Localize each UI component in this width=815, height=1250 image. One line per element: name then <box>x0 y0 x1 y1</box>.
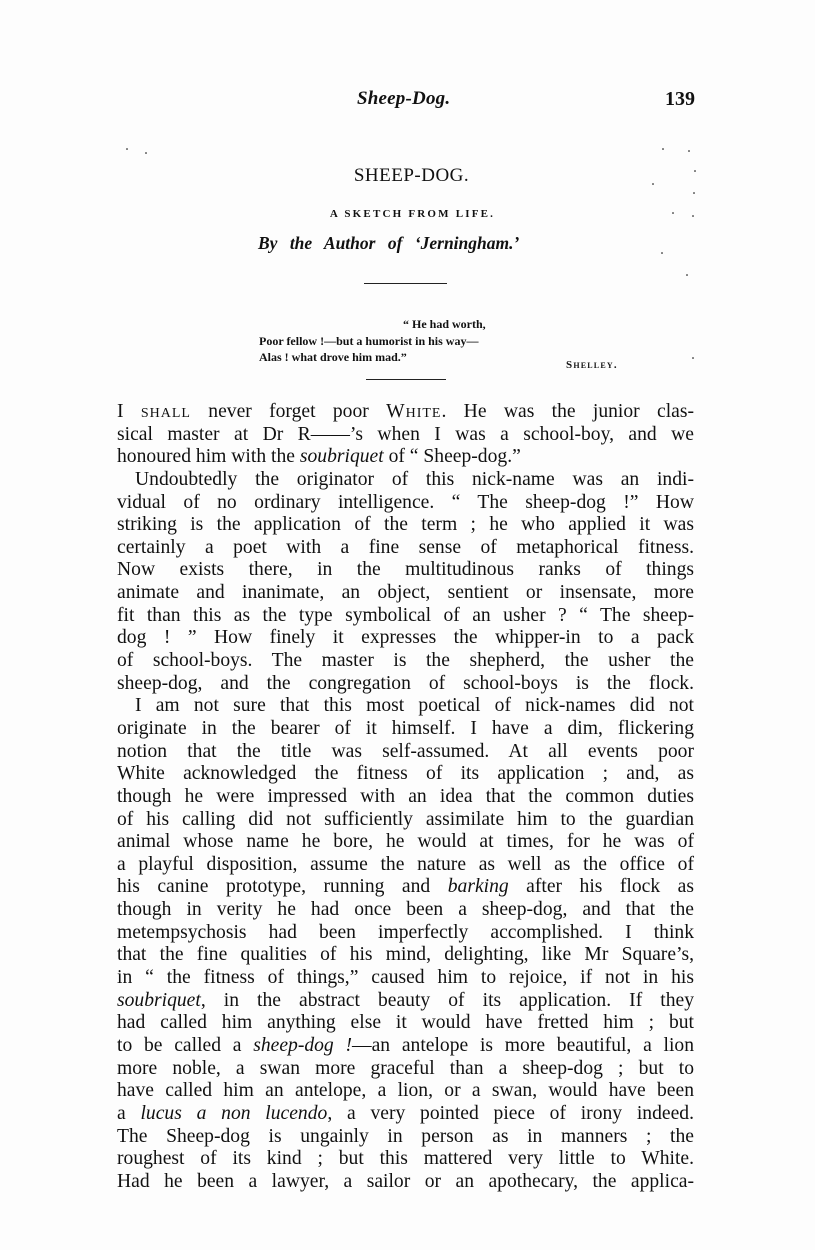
body-line: though he were impressed with an idea that the common duties <box>117 785 694 807</box>
body-line: fit than this as the type symbolical of an usher ? “ The sheep- <box>117 604 694 626</box>
body-line: striking is the application of the term ; he who applied it was <box>117 514 694 536</box>
small-caps-run: White <box>386 401 442 422</box>
italic-run: soubriquet <box>117 989 201 1011</box>
scan-speck <box>662 148 664 150</box>
body-line: roughest of its kind ; but this mattered very little to White. <box>117 1148 694 1170</box>
body-line: animal whose name he bore, he would at times, for he was of <box>117 831 694 853</box>
italic-run: sheep-dog ! <box>253 1034 353 1056</box>
scan-speck <box>688 150 690 152</box>
text-run: , in the abstract beauty of its application. If they <box>200 989 694 1011</box>
text-run: his canine prototype, running and <box>117 876 448 898</box>
body-line: Had he been a lawyer, a sailor or an apothecary, the applica- <box>117 1170 694 1192</box>
scan-speck <box>126 148 128 150</box>
body-line: sical master at Dr R——’s when I was a school-boy, and we <box>117 423 694 445</box>
italic-run: barking <box>447 876 509 898</box>
text-run: to be called a <box>117 1034 254 1056</box>
epigraph-line: Alas ! what drove him mad.” <box>259 350 407 364</box>
body-line: notion that the title was self-assumed. At all events poor <box>117 740 694 762</box>
scan-speck <box>652 183 654 185</box>
text-run: —an antelope is more beautiful, a lion <box>352 1034 695 1056</box>
body-line: sheep-dog, and the congregation of school-boys is the flock. <box>117 672 694 694</box>
body-text <box>117 401 694 1193</box>
body-line: a playful disposition, assume the nature as well as the office of <box>117 853 694 875</box>
body-line: White acknowledged the fitness of its application ; and, as <box>117 763 694 785</box>
body-line: Undoubtedly the originator of this nick-name was an indi- <box>135 468 694 490</box>
scan-speck <box>694 170 696 172</box>
scan-speck <box>672 212 674 214</box>
divider-rule-bottom <box>366 379 446 380</box>
text-run: after his flock as <box>508 876 694 898</box>
body-line <box>117 1103 694 1126</box>
text-run: of “ Sheep-dog.” <box>383 446 521 468</box>
epigraph-attribution: Shelley. <box>566 359 618 371</box>
epigraph <box>259 316 486 366</box>
body-line <box>117 1035 694 1058</box>
article-byline: By the Author of ‘Jerningham.’ <box>258 233 520 253</box>
scan-speck <box>145 152 147 154</box>
body-line <box>117 446 694 469</box>
scan-speck <box>692 357 694 359</box>
text-run: a <box>117 1102 141 1124</box>
body-line: animate and inanimate, an object, sentient or insensate, more <box>117 582 694 604</box>
body-line: certainly a poet with a fine sense of metaphorical fitness. <box>117 536 694 558</box>
divider-rule-top <box>364 283 447 284</box>
body-line: of school-boys. The master is the shepherd, the usher the <box>117 650 694 672</box>
scan-speck <box>686 274 688 276</box>
body-line: of his calling did not sufficiently assimilate him to the guardian <box>117 808 694 830</box>
text-run: honoured him with the <box>117 446 300 468</box>
body-line: though in verity he had once been a sheep-dog, and that the <box>117 899 694 921</box>
body-line: originate in the bearer of it himself. I have a dim, flickering <box>117 717 694 739</box>
small-caps-run: shall <box>140 401 191 422</box>
article-title: SHEEP-DOG. <box>353 165 470 186</box>
body-line: Now exists there, in the multitudinous ranks of things <box>117 559 694 581</box>
body-line: in “ the fitness of things,” caused him to rejoice, if not in his <box>117 967 694 989</box>
body-line: have called him an antelope, a lion, or a swan, would have been <box>117 1080 694 1102</box>
text-run: never forget poor <box>190 401 387 422</box>
text-run: I <box>117 401 141 422</box>
body-line: The Sheep-dog is ungainly in person as in manners ; the <box>117 1125 694 1147</box>
epigraph-line: Poor fellow !—but a humorist in his way— <box>259 333 479 348</box>
body-line: metempsychosis had been imperfectly accomplished. I think <box>117 921 694 943</box>
italic-run: lucus a non lucendo <box>140 1102 328 1124</box>
italic-run: soubriquet <box>299 446 384 468</box>
body-line <box>117 990 694 1013</box>
text-run: , a very pointed piece of irony indeed. <box>327 1102 694 1124</box>
body-line: dog ! ” How finely it expresses the whipper-in to a pack <box>117 627 694 649</box>
epigraph-line: “ He had worth, <box>403 317 486 331</box>
body-line <box>117 401 694 424</box>
body-line: vidual of no ordinary intelligence. “ The sheep-dog !” How <box>117 491 694 513</box>
body-line <box>117 876 694 899</box>
running-title: Sheep-Dog. <box>357 88 451 109</box>
scan-speck <box>693 192 695 194</box>
body-line: had called him anything else it would have fretted him ; but <box>117 1012 694 1034</box>
body-line: more noble, a swan more graceful than a sheep-dog ; but to <box>117 1057 694 1079</box>
article-subtitle: A SKETCH FROM LIFE. <box>329 208 496 220</box>
running-head <box>0 88 815 116</box>
scan-speck <box>692 215 694 217</box>
body-line: that the fine qualities of his mind, delighting, like Mr Square’s, <box>117 944 694 966</box>
body-line: I am not sure that this most poetical of nick-names did not <box>135 695 694 717</box>
scan-speck <box>661 252 663 254</box>
page-number: 139 <box>665 88 695 110</box>
text-run: . He was the junior clas- <box>441 401 694 422</box>
